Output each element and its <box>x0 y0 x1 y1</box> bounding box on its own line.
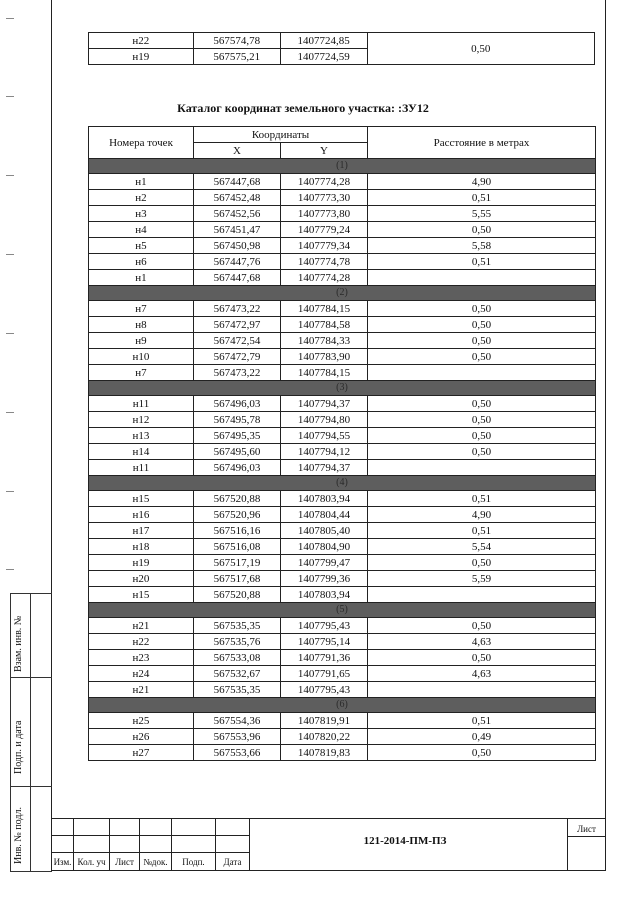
point-cell: н27 <box>89 745 194 761</box>
y-cell: 1407779,34 <box>281 238 368 254</box>
scan-mark <box>6 254 14 255</box>
point-cell: н16 <box>89 507 194 523</box>
table-row <box>89 365 596 381</box>
point-cell: н7 <box>89 365 194 381</box>
distance-cell: 5,54 <box>368 539 596 555</box>
x-cell: 567574,78 <box>193 33 280 49</box>
distance-cell: 0,51 <box>368 713 596 729</box>
y-cell: 1407819,91 <box>281 713 368 729</box>
distance-cell: 0,50 <box>368 333 596 349</box>
y-cell: 1407805,40 <box>281 523 368 539</box>
x-cell: 567447,68 <box>194 174 281 190</box>
table-row <box>89 634 596 650</box>
y-cell: 1407791,36 <box>281 650 368 666</box>
point-cell: н21 <box>89 618 194 634</box>
point-cell: н1 <box>89 174 194 190</box>
y-cell: 1407804,44 <box>281 507 368 523</box>
distance-cell: 0,50 <box>368 349 596 365</box>
point-cell: н10 <box>89 349 194 365</box>
point-cell: н26 <box>89 729 194 745</box>
point-cell: н5 <box>89 238 194 254</box>
group-label: (5) <box>89 603 596 618</box>
x-cell: 567517,19 <box>194 555 281 571</box>
group-header-row <box>89 476 596 491</box>
distance-cell <box>368 460 596 476</box>
x-cell: 567520,88 <box>194 587 281 603</box>
stamp-cell-kol <box>73 852 109 870</box>
stamp-cell-podp <box>171 852 215 870</box>
x-cell: 567472,54 <box>194 333 281 349</box>
x-cell: 567472,79 <box>194 349 281 365</box>
x-cell: 567496,03 <box>194 396 281 412</box>
distance-cell: 5,59 <box>368 571 596 587</box>
point-cell: н20 <box>89 571 194 587</box>
x-cell: 567532,67 <box>194 666 281 682</box>
x-cell: 567517,68 <box>194 571 281 587</box>
x-cell: 567516,08 <box>194 539 281 555</box>
table-row <box>89 317 596 333</box>
table-row <box>89 682 596 698</box>
y-cell: 1407795,43 <box>281 618 368 634</box>
point-cell: н6 <box>89 254 194 270</box>
table-row <box>89 745 596 761</box>
table-row <box>89 396 596 412</box>
point-cell: н4 <box>89 222 194 238</box>
side-stamp <box>10 593 52 872</box>
x-cell: 567496,03 <box>194 460 281 476</box>
y-cell: 1407791,65 <box>281 666 368 682</box>
stamp-code-cell <box>249 818 567 870</box>
side-label-podp-data: Подп. и дата <box>13 720 24 774</box>
table-row <box>89 190 596 206</box>
scan-mark <box>6 175 14 176</box>
stamp-cell <box>139 818 171 835</box>
table-row <box>89 650 596 666</box>
table-row <box>89 349 596 365</box>
label-izm: Изм. <box>53 857 72 867</box>
distance-cell: 0,50 <box>368 301 596 317</box>
distance-cell: 0,50 <box>368 555 596 571</box>
stamp-cell <box>109 818 139 835</box>
label-ndok: №док. <box>143 857 168 867</box>
point-cell: н9 <box>89 333 194 349</box>
table-row <box>89 587 596 603</box>
y-cell: 1407794,80 <box>281 412 368 428</box>
stamp-cell <box>109 835 139 852</box>
distance-cell: 5,58 <box>368 238 596 254</box>
stamp-sheet-number-cell <box>567 836 605 870</box>
stamp-cell <box>215 835 249 852</box>
y-cell: 1407784,15 <box>281 301 368 317</box>
group-label: (2) <box>89 286 596 301</box>
scan-mark <box>6 96 14 97</box>
point-cell: н11 <box>89 460 194 476</box>
point-cell: н19 <box>89 555 194 571</box>
table-row <box>89 333 596 349</box>
point-cell: н2 <box>89 190 194 206</box>
group-header-row <box>89 159 596 174</box>
coordinate-table-body <box>89 159 596 761</box>
point-cell: н8 <box>89 317 194 333</box>
stamp-cell <box>215 818 249 835</box>
y-cell: 1407799,36 <box>281 571 368 587</box>
stamp-sheet-label-cell <box>567 818 605 836</box>
y-cell: 1407724,85 <box>280 33 367 49</box>
table-row <box>89 571 596 587</box>
y-cell: 1407774,78 <box>281 254 368 270</box>
group-label: (1) <box>89 159 596 174</box>
point-cell: н3 <box>89 206 194 222</box>
x-cell: 567473,22 <box>194 365 281 381</box>
stamp-cell-data <box>215 852 249 870</box>
point-cell: н18 <box>89 539 194 555</box>
header-distance: Расстояние в метрах <box>368 127 596 159</box>
point-cell: н21 <box>89 682 194 698</box>
point-cell: н13 <box>89 428 194 444</box>
table-row <box>89 666 596 682</box>
x-cell: 567473,22 <box>194 301 281 317</box>
distance-cell: 0,51 <box>368 254 596 270</box>
y-cell: 1407804,90 <box>281 539 368 555</box>
x-cell: 567520,88 <box>194 491 281 507</box>
table-row <box>89 555 596 571</box>
distance-cell: 5,55 <box>368 206 596 222</box>
header-points: Номера точек <box>89 127 194 159</box>
scan-mark <box>6 491 14 492</box>
x-cell: 567554,36 <box>194 713 281 729</box>
y-cell: 1407774,28 <box>281 270 368 286</box>
point-cell: н22 <box>89 33 194 49</box>
point-cell: н11 <box>89 396 194 412</box>
x-cell: 567553,96 <box>194 729 281 745</box>
x-cell: 567450,98 <box>194 238 281 254</box>
point-cell: н15 <box>89 587 194 603</box>
distance-cell: 0,50 <box>368 444 596 460</box>
distance-cell: 0,50 <box>368 317 596 333</box>
distance-cell <box>368 587 596 603</box>
stamp-cell-izm <box>51 852 73 870</box>
y-cell: 1407803,94 <box>281 491 368 507</box>
table-row <box>89 491 596 507</box>
y-cell: 1407820,22 <box>281 729 368 745</box>
x-cell: 567520,96 <box>194 507 281 523</box>
x-cell: 567535,35 <box>194 618 281 634</box>
label-podp: Подп. <box>182 857 205 867</box>
y-cell: 1407774,28 <box>281 174 368 190</box>
stamp-cell-list <box>109 852 139 870</box>
point-cell: н15 <box>89 491 194 507</box>
header-row <box>89 127 596 143</box>
y-cell: 1407773,80 <box>281 206 368 222</box>
point-cell: н24 <box>89 666 194 682</box>
table-row <box>89 270 596 286</box>
distance-cell: 0,50 <box>368 618 596 634</box>
distance-cell <box>368 365 596 381</box>
group-header-row <box>89 286 596 301</box>
header-coords: Координаты <box>194 127 368 143</box>
y-cell: 1407799,47 <box>281 555 368 571</box>
table-row <box>89 523 596 539</box>
x-cell: 567495,78 <box>194 412 281 428</box>
x-cell: 567495,35 <box>194 428 281 444</box>
x-cell: 567535,76 <box>194 634 281 650</box>
y-cell: 1407794,37 <box>281 396 368 412</box>
point-cell: н1 <box>89 270 194 286</box>
distance-cell: 0,49 <box>368 729 596 745</box>
frame-bottom-border <box>51 870 606 871</box>
x-cell: 567533,08 <box>194 650 281 666</box>
distance-cell: 0,50 <box>368 412 596 428</box>
y-cell: 1407794,12 <box>281 444 368 460</box>
point-cell: н19 <box>89 49 194 65</box>
distance-cell <box>368 270 596 286</box>
point-cell: н25 <box>89 713 194 729</box>
y-cell: 1407819,83 <box>281 745 368 761</box>
point-cell: н14 <box>89 444 194 460</box>
table-row <box>89 412 596 428</box>
x-cell: 567495,60 <box>194 444 281 460</box>
group-header-row <box>89 698 596 713</box>
distance-cell: 0,51 <box>368 523 596 539</box>
coordinate-table <box>88 126 596 761</box>
y-cell: 1407795,43 <box>281 682 368 698</box>
y-cell: 1407784,33 <box>281 333 368 349</box>
stamp-cell <box>51 818 73 835</box>
table-row <box>89 444 596 460</box>
distance-cell: 0,50 <box>368 222 596 238</box>
stamp-cell <box>139 835 171 852</box>
x-cell: 567447,76 <box>194 254 281 270</box>
x-cell: 567452,48 <box>194 190 281 206</box>
distance-cell: 0,51 <box>368 190 596 206</box>
stamp-cell <box>51 835 73 852</box>
label-sheet: Лист <box>577 824 596 834</box>
x-cell: 567447,68 <box>194 270 281 286</box>
table-row <box>89 222 596 238</box>
stamp-cell <box>171 818 215 835</box>
side-label-vzam: Взам. инв. № <box>13 615 24 672</box>
document-code: 121-2014-ПМ-ПЗ <box>363 835 447 847</box>
table-row <box>89 729 596 745</box>
x-cell: 567452,56 <box>194 206 281 222</box>
continuation-table <box>88 32 595 65</box>
distance-cell: 4,63 <box>368 666 596 682</box>
table-row <box>89 713 596 729</box>
table-row <box>89 206 596 222</box>
table-row <box>89 33 595 49</box>
x-cell: 567575,21 <box>193 49 280 65</box>
distance-cell: 0,50 <box>367 33 594 65</box>
point-cell: н17 <box>89 523 194 539</box>
table-row <box>89 238 596 254</box>
frame-right-border <box>605 0 606 871</box>
table-row <box>89 539 596 555</box>
group-header-row <box>89 603 596 618</box>
y-cell: 1407784,15 <box>281 365 368 381</box>
group-label: (4) <box>89 476 596 491</box>
side-stamp-divider <box>11 677 52 678</box>
distance-cell: 4,63 <box>368 634 596 650</box>
x-cell: 567472,97 <box>194 317 281 333</box>
header-y: Y <box>281 143 368 159</box>
page-title: Каталог координат земельного участка: :ЗУ12 <box>177 101 429 115</box>
stamp-cell <box>73 818 109 835</box>
x-cell: 567553,66 <box>194 745 281 761</box>
stamp-cell-ndok <box>139 852 171 870</box>
distance-cell: 4,90 <box>368 507 596 523</box>
scan-mark <box>6 569 14 570</box>
distance-cell: 0,50 <box>368 396 596 412</box>
table-row <box>89 460 596 476</box>
y-cell: 1407784,58 <box>281 317 368 333</box>
x-cell: 567516,16 <box>194 523 281 539</box>
label-data: Дата <box>223 857 242 867</box>
table-row <box>89 174 596 190</box>
table-row <box>89 618 596 634</box>
group-label: (3) <box>89 381 596 396</box>
stamp-cell <box>171 835 215 852</box>
y-cell: 1407794,55 <box>281 428 368 444</box>
scan-mark <box>6 333 14 334</box>
table-row <box>89 428 596 444</box>
title-block <box>51 818 605 870</box>
point-cell: н12 <box>89 412 194 428</box>
point-cell: н22 <box>89 634 194 650</box>
side-stamp-divider <box>11 786 52 787</box>
distance-cell: 0,50 <box>368 745 596 761</box>
distance-cell: 0,50 <box>368 650 596 666</box>
point-cell: н23 <box>89 650 194 666</box>
point-cell: н7 <box>89 301 194 317</box>
distance-cell <box>368 682 596 698</box>
y-cell: 1407779,24 <box>281 222 368 238</box>
group-label: (6) <box>89 698 596 713</box>
y-cell: 1407803,94 <box>281 587 368 603</box>
x-cell: 567535,35 <box>194 682 281 698</box>
y-cell: 1407795,14 <box>281 634 368 650</box>
scan-mark <box>6 18 14 19</box>
table-row <box>89 301 596 317</box>
y-cell: 1407794,37 <box>281 460 368 476</box>
y-cell: 1407724,59 <box>280 49 367 65</box>
table-row <box>89 254 596 270</box>
scan-mark <box>6 412 14 413</box>
distance-cell: 0,50 <box>368 428 596 444</box>
stamp-cell <box>73 835 109 852</box>
distance-cell: 4,90 <box>368 174 596 190</box>
distance-cell: 0,51 <box>368 491 596 507</box>
y-cell: 1407783,90 <box>281 349 368 365</box>
group-header-row <box>89 381 596 396</box>
header-x: X <box>194 143 281 159</box>
table-row <box>89 507 596 523</box>
y-cell: 1407773,30 <box>281 190 368 206</box>
label-kol: Кол. уч <box>77 857 106 867</box>
side-label-inv-podl: Инв. № подл. <box>13 807 24 864</box>
x-cell: 567451,47 <box>194 222 281 238</box>
label-list: Лист <box>115 857 134 867</box>
